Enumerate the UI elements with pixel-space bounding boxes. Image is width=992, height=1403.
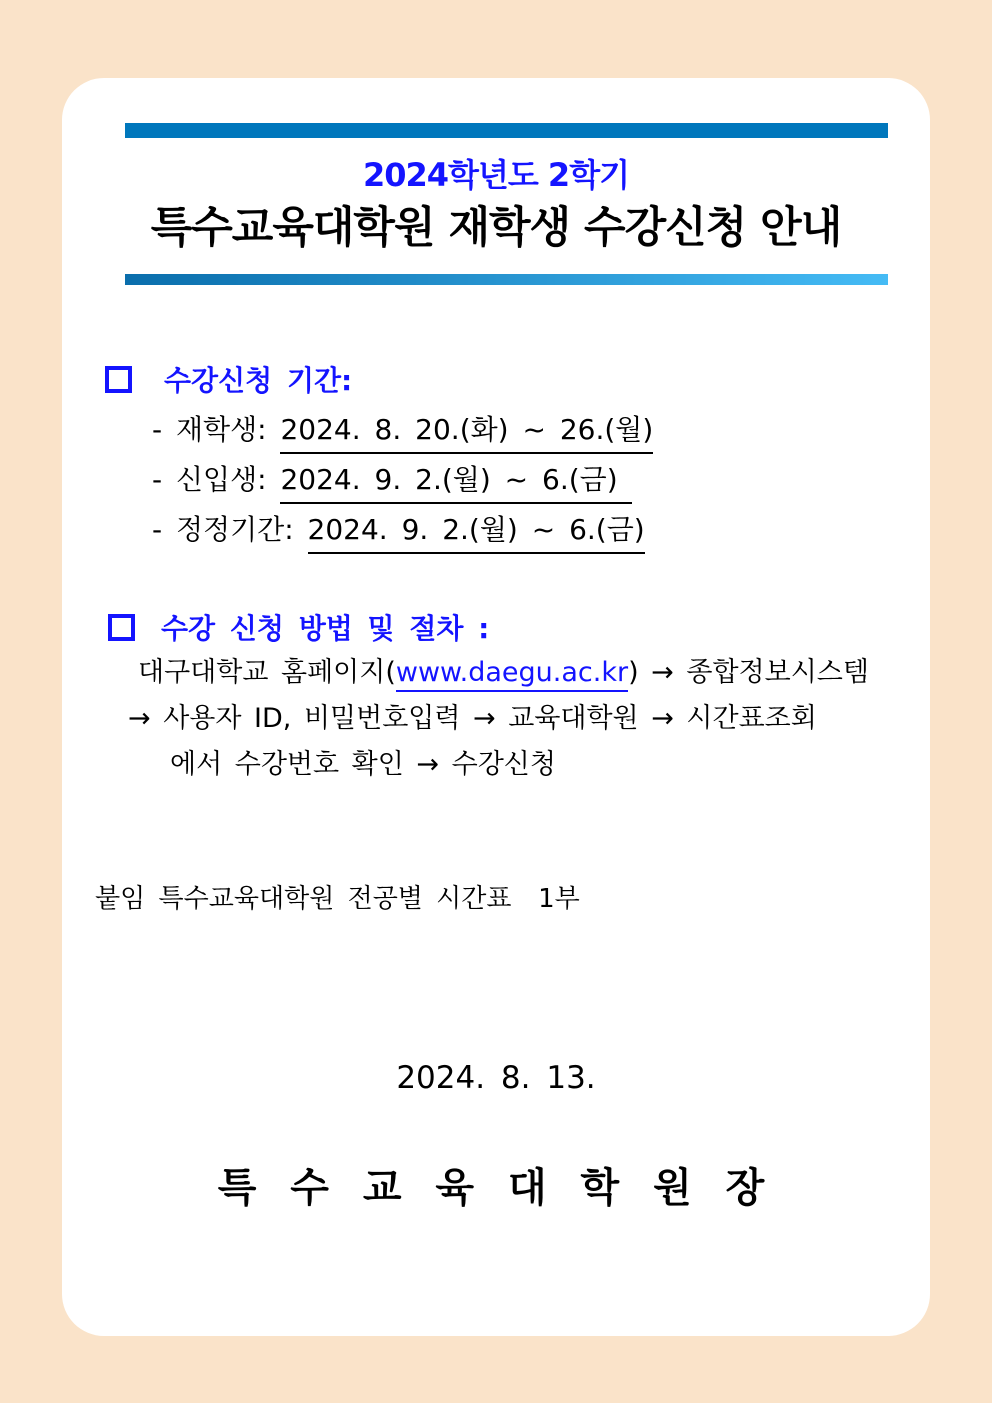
square-bullet-icon xyxy=(108,614,135,641)
document-date: 2024. 8. 13. xyxy=(396,1060,596,1096)
period-item-label: - 정정기간: xyxy=(152,513,308,546)
section-heading-label: 수강 신청 방법 및 절차 : xyxy=(161,612,490,645)
period-item-value: 2024. 8. 20.(화) ~ 26.(월) xyxy=(280,408,653,454)
period-item-label: - 신입생: xyxy=(152,463,281,496)
square-bullet-icon xyxy=(105,366,132,393)
period-item-new-students xyxy=(152,458,632,504)
section-heading-method xyxy=(108,607,489,647)
method-line-suffix: ) → 종합정보시스템 xyxy=(628,657,869,688)
section-heading-registration-period xyxy=(105,359,352,399)
signature-dean: 특 수 교 육 대 학 원 장 xyxy=(217,1165,775,1211)
header-top-bar xyxy=(125,123,888,138)
period-item-value: 2024. 9. 2.(월) ~ 6.(금) xyxy=(308,508,645,554)
period-item-correction xyxy=(152,508,645,554)
method-line-3: 에서 수강번호 확인 → 수강신청 xyxy=(170,749,556,780)
period-item-label: - 재학생: xyxy=(152,413,281,446)
header-gradient-bar xyxy=(125,274,888,285)
period-item-current-students xyxy=(152,408,653,454)
period-item-value: 2024. 9. 2.(월) ~ 6.(금) xyxy=(280,458,631,504)
method-line-1 xyxy=(138,650,869,689)
document-subtitle: 2024학년도 2학기 xyxy=(362,156,630,194)
document-title: 특수교육대학원 재학생 수강신청 안내 xyxy=(150,203,842,253)
method-line-prefix: 대구대학교 홈페이지( xyxy=(138,657,396,688)
document-card xyxy=(62,78,930,1336)
method-line-2: → 사용자 ID, 비밀번호입력 → 교육대학원 → 시간표조회 xyxy=(128,703,817,734)
attachment-note: 붙임 특수교육대학원 전공별 시간표 1부 xyxy=(95,884,580,914)
homepage-link[interactable]: www.daegu.ac.kr xyxy=(396,657,628,692)
section-heading-label: 수강신청 기간: xyxy=(164,364,353,397)
